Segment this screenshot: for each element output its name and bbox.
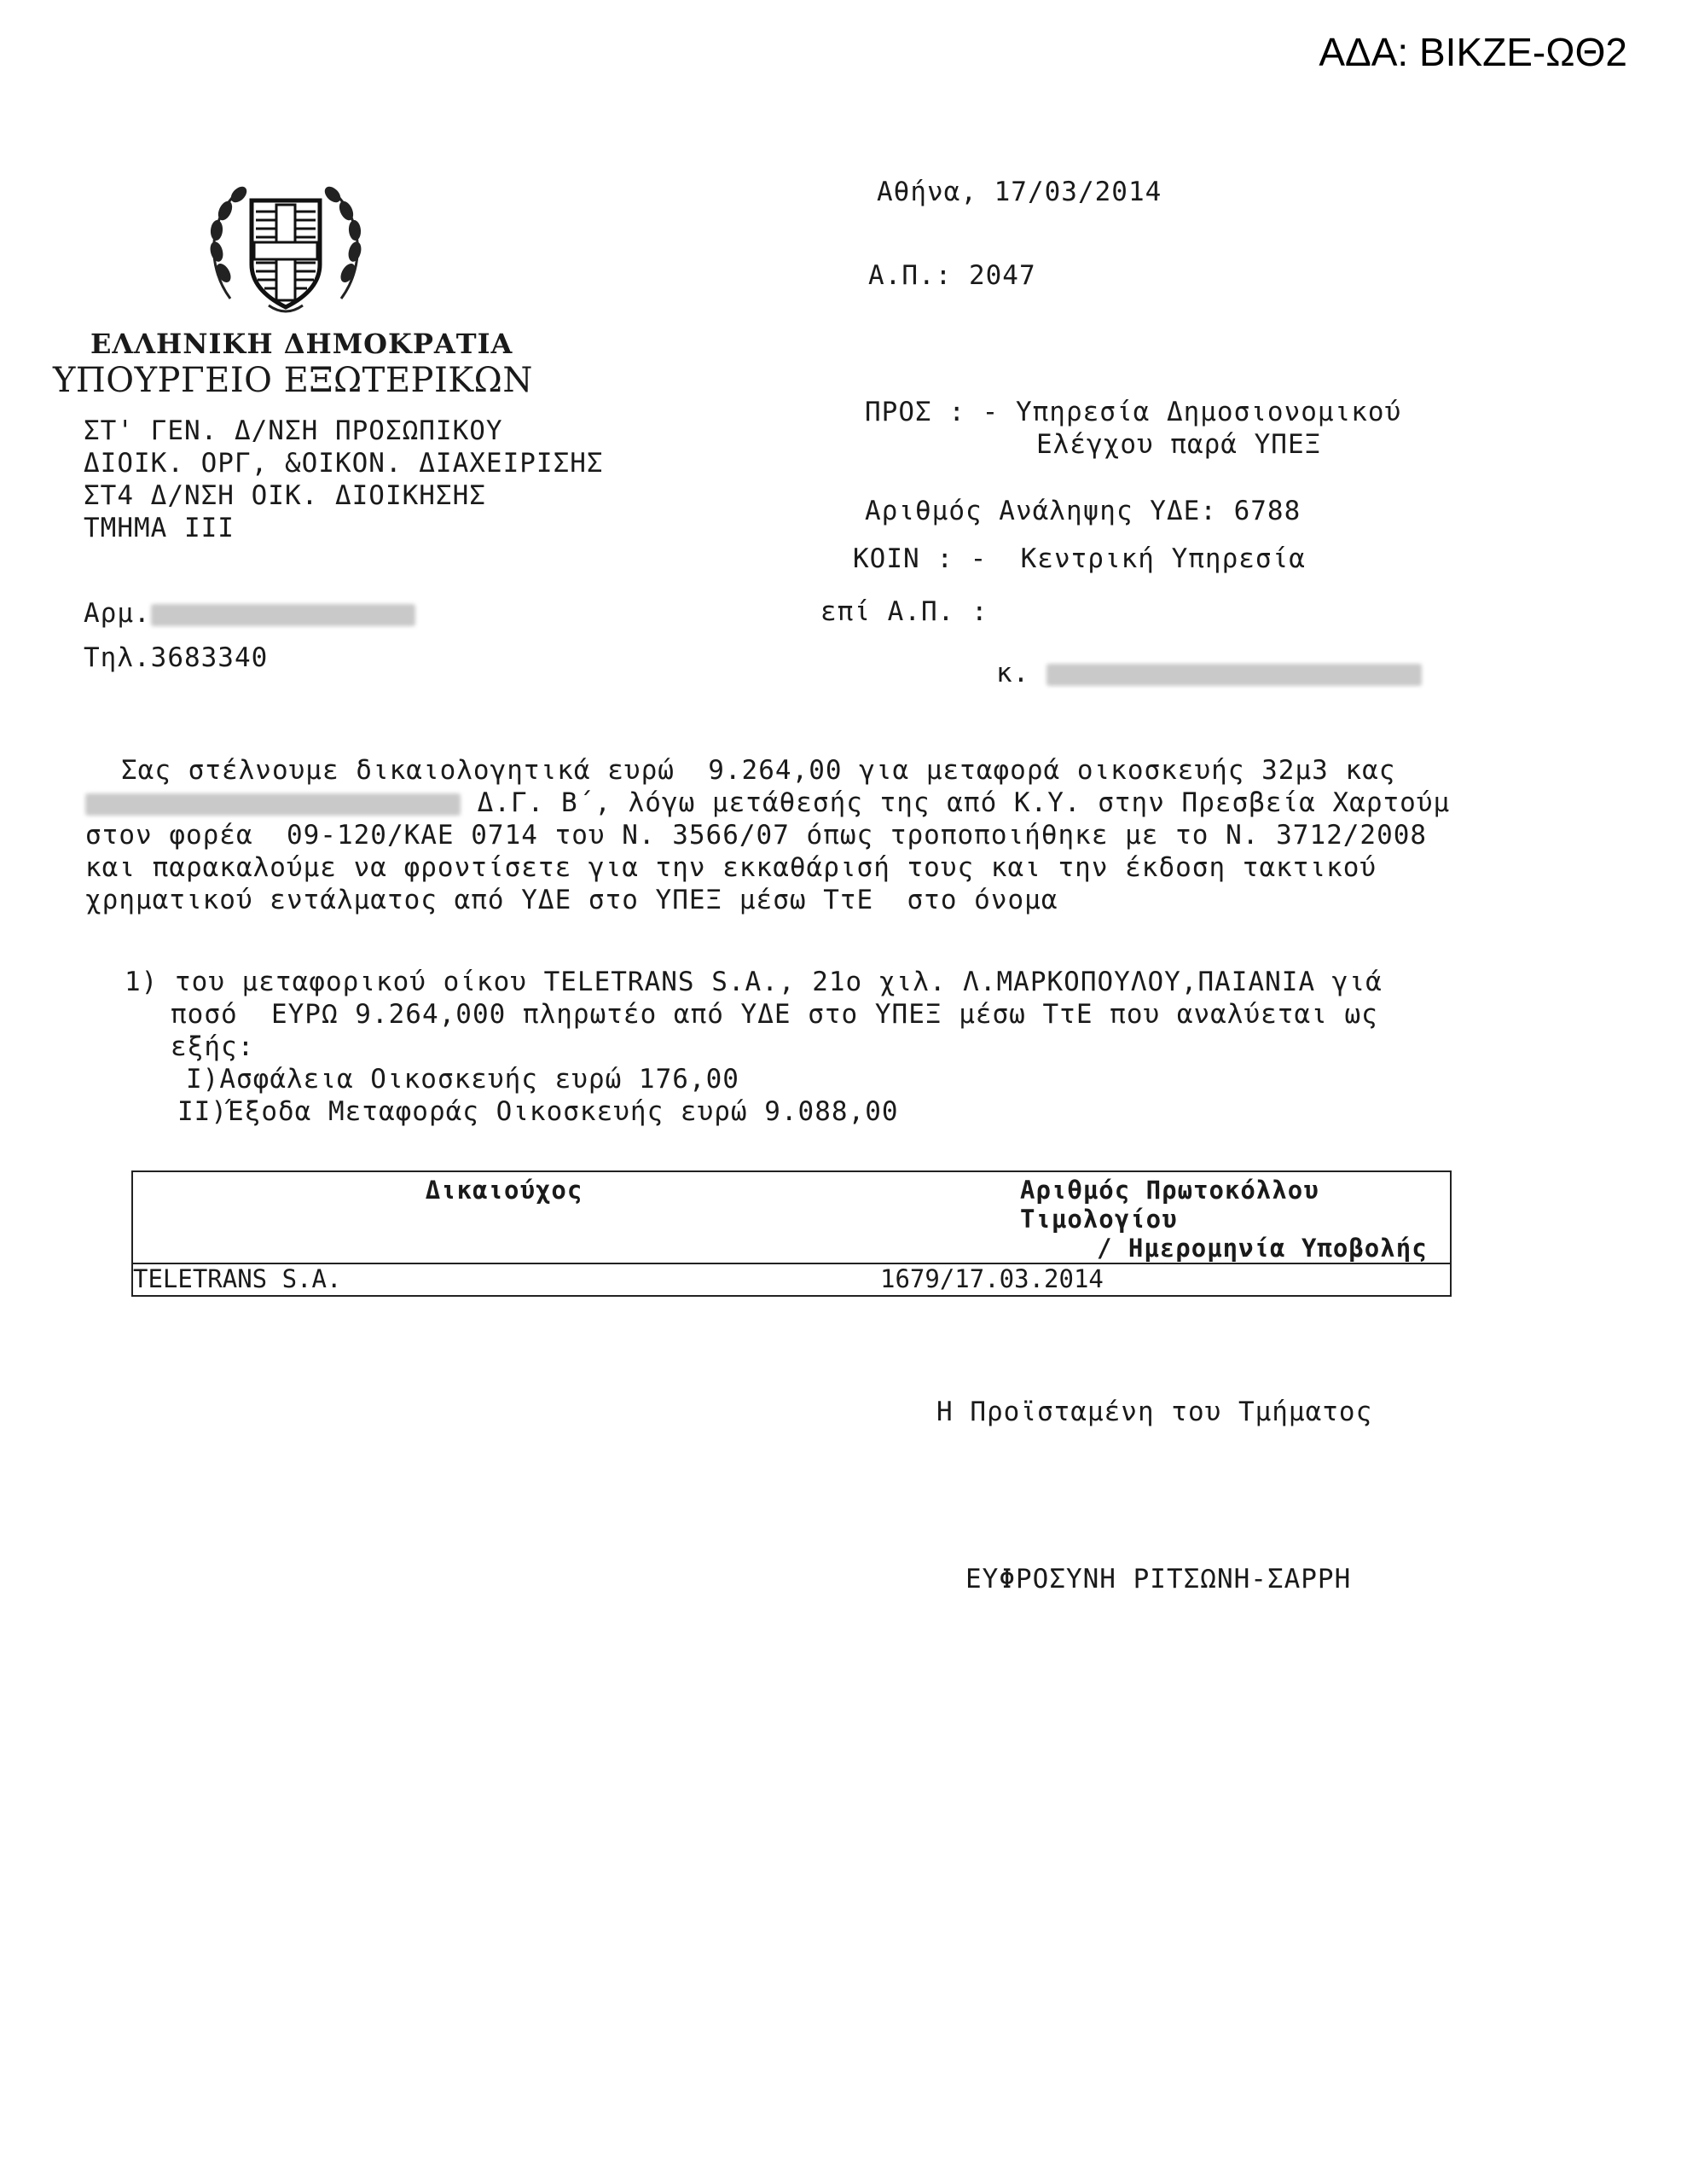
responsible-officer (84, 597, 415, 630)
department-line: ΣΤ4 Δ/ΝΣΗ ΟΙΚ. ΔΙΟΙΚΗΣΗΣ (84, 480, 486, 511)
greek-coat-of-arms-emblem (205, 171, 367, 320)
reference-protocol: επί Α.Π. : (820, 596, 988, 627)
signatory-title: Η Προϊσταμένη του Τμήματος (936, 1397, 1373, 1427)
ada-code: ΑΔΑ: ΒΙΚΖΕ-ΩΘ2 (1319, 30, 1627, 74)
telephone: Τηλ.3683340 (84, 642, 269, 673)
department-line: ΔΙΟΙΚ. ΟΡΓ, &ΟΙΚΟΝ. ΔΙΑΧΕΙΡΙΣΗΣ (84, 448, 604, 479)
redacted-name (151, 604, 415, 626)
department-line: ΤΜΗΜΑ ΙΙΙ (84, 513, 235, 543)
redacted-name (1046, 664, 1422, 686)
document-date: Αθήνα, 17/03/2014 (877, 177, 1162, 207)
commitment-number: Αριθμός Ανάληψης ΥΔΕ: 6788 (865, 496, 1301, 526)
body-line: χρηματικού εντάλματος από ΥΔΕ στο ΥΠΕΞ μέσω ΤτΕ στο όνομα (85, 885, 1058, 915)
redacted-name (85, 793, 461, 816)
item-subline: II)Έξοδα Μεταφοράς Οικοσκευής ευρώ 9.088,00 (177, 1096, 899, 1127)
body-line: και παρακαλούμε να φροντίσετε για την εκκαθάρισή τους και την έκδοση τακτικού (85, 852, 1377, 883)
attention-line (996, 657, 1422, 689)
ministry-name: ΥΠΟΥΡΓΕΙΟ ΕΞΩΤΕΡΙΚΩΝ (53, 361, 533, 400)
body-line: στον φορέα 09-120/ΚΑΕ 0714 του Ν. 3566/07 όπως τροποποιήθηκε με το Ν. 3712/2008 (85, 820, 1428, 851)
invoice-cell: 1679/17.03.2014 (875, 1263, 1451, 1296)
table-row (132, 1263, 1451, 1296)
col-header-invoice: Αριθμός Πρωτοκόλλου Τιμολογίου / Ημερομηνία Υποβολής (1020, 1176, 1428, 1263)
col-header-beneficiary: Δικαιούχος (425, 1176, 583, 1205)
item-line: εξής: (171, 1031, 255, 1062)
recipient-line: Ελέγχου παρά ΥΠΕΞ (1036, 429, 1322, 460)
recipient-line: ΠΡΟΣ : - Υπηρεσία Δημοσιονομικού (865, 397, 1402, 427)
body-line: Δ.Γ. Β΄, λόγω μετάθεσής της από Κ.Υ. στην Πρεσβεία Χαρτούμ (85, 787, 1450, 819)
signatory-name: ΕΥΦΡΟΣΥΝΗ ΡΙΤΣΩΝΗ-ΣΑΡΡΗ (965, 1564, 1352, 1594)
item-line: 1) του μεταφορικού οίκου TELETRANS S.A., 21ο χιλ. Λ.ΜΑΡΚΟΠΟΥΛΟΥ,ΠΑΙΑΝΙΑ γιά (125, 967, 1383, 997)
beneficiary-cell: TELETRANS S.A. (132, 1263, 875, 1296)
protocol-number: Α.Π.: 2047 (868, 260, 1036, 291)
table-header-row (132, 1171, 1451, 1263)
body-line: Σας στέλνουμε δικαιολογητικά ευρώ 9.264,00 για μεταφορά οικοσκευής 32μ3 κας (121, 755, 1396, 786)
attention-label: κ. (996, 658, 1030, 688)
country-name: ΕΛΛΗΝΙΚΗ ΔΗΜΟΚΡΑΤΙΑ (90, 328, 513, 360)
department-line: ΣΤ' ΓΕΝ. Δ/ΝΣΗ ΠΡΟΣΩΠΙΚΟΥ (84, 415, 503, 446)
item-line: ποσό ΕΥΡΩ 9.264,000 πληρωτέο από ΥΔΕ στο ΥΠΕΞ μέσω ΤτΕ που αναλύεται ως (171, 999, 1378, 1030)
arm-label: Αρμ. (84, 598, 151, 629)
cc-line: ΚΟΙΝ : - Κεντρική Υπηρεσία (853, 543, 1306, 574)
beneficiary-table (131, 1170, 1452, 1297)
item-subline: I)Ασφάλεια Οικοσκευής ευρώ 176,00 (186, 1064, 739, 1095)
